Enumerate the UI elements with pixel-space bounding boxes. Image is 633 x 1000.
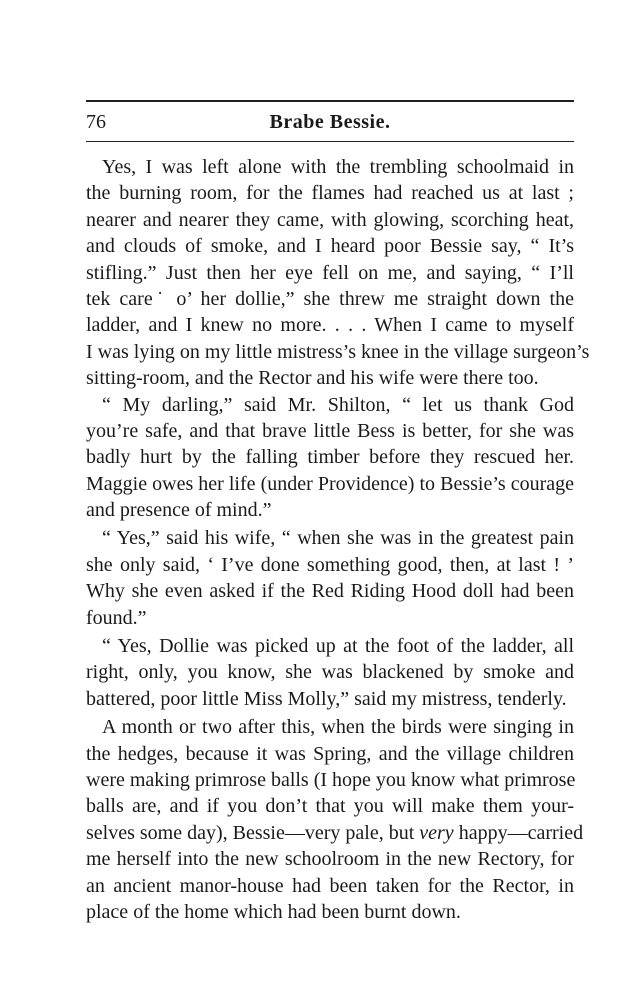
text-line: tek care˙ o’ her dollie,” she threw me straight down the bbox=[86, 287, 574, 310]
text-line: badly hurt by the falling timber before they rescued her. bbox=[86, 446, 574, 469]
text-line: the hedges, because it was Spring, and the village children bbox=[86, 742, 574, 765]
text-line: she only said, ‘ I’ve done something good, then, at last ! ’ bbox=[86, 553, 574, 576]
text-line: right, only, you know, she was blackened by smoke and bbox=[86, 661, 574, 684]
text-line: ladder, and I knew no more. . . . When I came to myself bbox=[86, 314, 574, 337]
text-line: sitting-room, and the Rector and his wife were there too. bbox=[86, 367, 539, 390]
text-line: and presence of mind.” bbox=[86, 499, 272, 522]
running-head-title: Brabe Bessie. bbox=[269, 111, 391, 133]
text-line: Yes, I was left alone with the trembling schoolmaid in bbox=[102, 156, 574, 178]
page-header bbox=[86, 108, 574, 136]
text-line: the burning room, for the flames had reached us at last ; bbox=[86, 182, 574, 205]
italic-text: very bbox=[419, 821, 454, 844]
text-line: Why she even asked if the Red Riding Hood doll had been bbox=[86, 580, 574, 603]
text-line: “ My darling,” said Mr. Shilton, “ let us thank God bbox=[102, 393, 574, 416]
text-line: stifling.” Just then her eye fell on me, and saying, “ I’ll bbox=[86, 261, 574, 284]
paragraph bbox=[86, 392, 574, 524]
text-line: and clouds of smoke, and I heard poor Bessie say, “ It’s bbox=[86, 235, 574, 258]
text-segment: selves some day), Bessie—very pale, but bbox=[86, 821, 415, 844]
text-line: “ Yes, Dollie was picked up at the foot of the ladder, all bbox=[102, 635, 574, 658]
text-line: were making primrose balls (I hope you know what primrose bbox=[86, 768, 576, 791]
text-line: nearer and nearer they came, with glowing, scorching heat, bbox=[86, 208, 574, 231]
text-line: found.” bbox=[86, 606, 147, 629]
paragraph bbox=[86, 525, 574, 631]
text-line: balls are, and if you don’t that you will make them your- bbox=[86, 795, 574, 818]
paragraph bbox=[86, 714, 584, 925]
header-rule-bottom bbox=[86, 141, 574, 142]
page-number: 76 bbox=[86, 111, 106, 133]
text-line bbox=[86, 820, 584, 846]
body-text bbox=[86, 154, 590, 925]
paragraph bbox=[86, 154, 590, 392]
text-line: place of the home which had been burnt down. bbox=[86, 900, 461, 923]
text-line: A month or two after this, when the birds were singing in bbox=[102, 716, 574, 739]
text-line: an ancient manor-house had been taken for the Rector, in bbox=[86, 874, 574, 897]
text-line: “ Yes,” said his wife, “ when she was in the greatest pain bbox=[102, 527, 574, 550]
text-line: I was lying on my little mistress’s knee in the village surgeon’s bbox=[86, 340, 590, 363]
text-segment: happy—carried bbox=[458, 821, 584, 844]
header-rule-top bbox=[86, 100, 574, 102]
text-line: me herself into the new schoolroom in the new Rectory, for bbox=[86, 848, 574, 871]
text-line: Maggie owes her life (under Providence) to Bessie’s courage bbox=[86, 472, 574, 495]
paragraph bbox=[86, 633, 574, 712]
text-line: you’re safe, and that brave little Bess is better, for she was bbox=[86, 419, 574, 442]
text-line: battered, poor little Miss Molly,” said my mistress, tenderly. bbox=[86, 687, 567, 710]
